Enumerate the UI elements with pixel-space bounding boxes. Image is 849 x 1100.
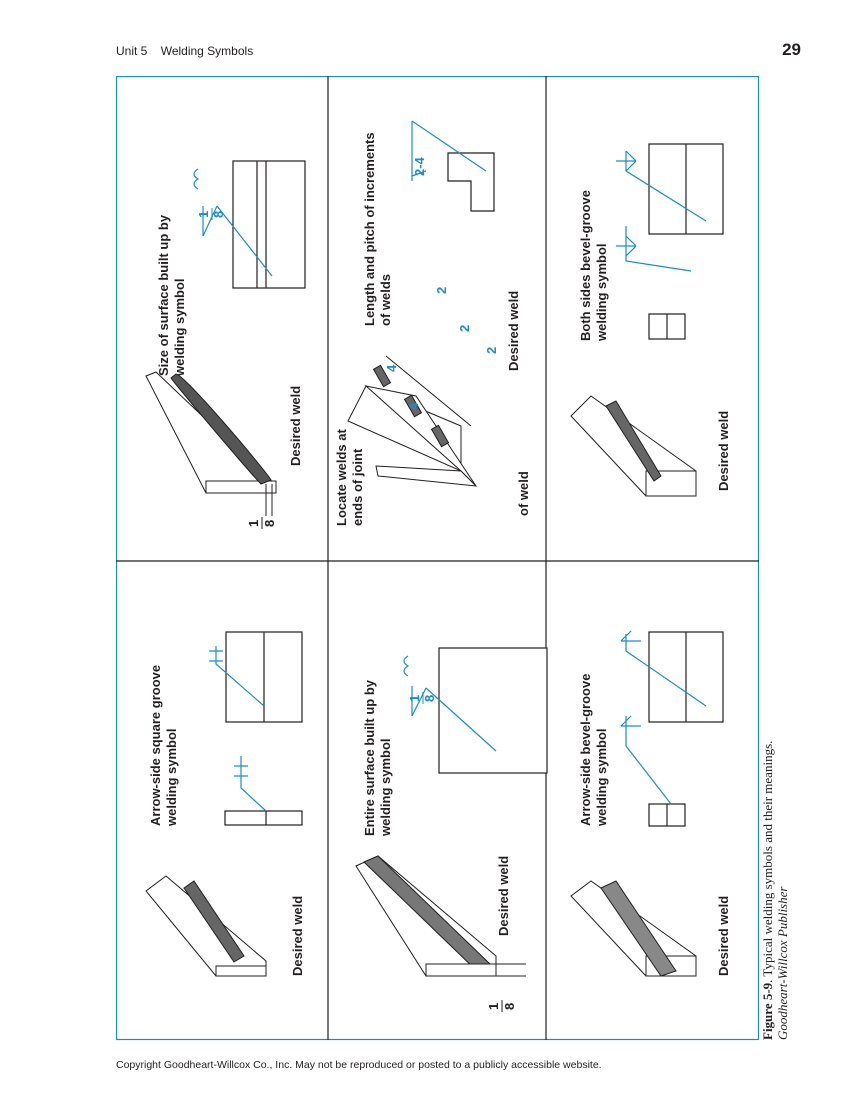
running-header (116, 44, 263, 58)
panel-entire-surface (356, 648, 547, 1012)
svg-text:8: 8 (262, 519, 277, 527)
surface-size-dimension (246, 517, 277, 529)
intermittent-title-2: of welds (378, 273, 393, 326)
bevel-groove-weld-block (571, 881, 696, 976)
svg-text:2: 2 (484, 346, 499, 354)
bevel-groove-desired: Desired weld (716, 895, 731, 976)
svg-text:1: 1 (407, 694, 422, 702)
surface-size-title-2: welding symbol (172, 278, 187, 376)
panel-both-bevel (571, 144, 731, 496)
both-bevel-desired: Desired weld (716, 410, 731, 491)
entire-surface-title-1: Entire surface built up by (362, 679, 377, 836)
entire-surface-dimension (486, 1000, 517, 1012)
both-bevel-title-2: welding symbol (594, 243, 609, 341)
surface-size-weld-block (146, 372, 276, 516)
intermittent-weld-block (348, 356, 476, 486)
surface-size-title-1: Size of surface built up by (156, 214, 171, 376)
figure-caption (760, 680, 790, 1040)
intermittent-symbol-label (412, 156, 427, 176)
intermittent-title-1: Length and pitch of increments (362, 132, 377, 326)
panel-square-groove (146, 632, 305, 976)
svg-text:8: 8 (502, 1002, 517, 1010)
intermittent-locate-2: ends of joint (350, 448, 365, 526)
figure-drawing (116, 76, 759, 1041)
svg-text:8: 8 (211, 210, 226, 218)
entire-surface-title-2: welding symbol (378, 738, 393, 836)
intermittent-desired: Desired weld (506, 290, 521, 371)
bevel-groove-title-2: welding symbol (594, 728, 609, 826)
square-groove-title-1: Arrow-side square groove (148, 664, 163, 826)
svg-text:4: 4 (384, 364, 399, 372)
copyright-footer: Copyright Goodheart-Willcox Co., Inc. May not be reproduced or posted to a publicly accessible website. (116, 1059, 602, 1071)
both-bevel-symbol-small (616, 226, 691, 339)
entire-surface-welding-symbol (404, 648, 547, 773)
entire-surface-desired: Desired weld (496, 855, 511, 936)
surface-size-desired: Desired weld (288, 385, 303, 466)
chapter-title: Welding Symbols (160, 44, 254, 58)
square-groove-symbol-large (209, 632, 302, 722)
bevel-groove-symbol-large (621, 631, 723, 722)
figure-credit: Goodheart-Willcox Publisher (775, 886, 790, 1040)
surface-size-welding-symbol (194, 161, 305, 288)
both-bevel-symbol-large (616, 144, 723, 234)
svg-text:2-4: 2-4 (412, 157, 427, 176)
unit-label: Unit 5 (116, 44, 148, 58)
figure-5-9 (116, 76, 759, 1041)
both-bevel-weld-block (571, 396, 696, 496)
square-groove-symbol-small (225, 756, 302, 825)
bevel-groove-title-1: Arrow-side bevel-groove (578, 673, 593, 826)
both-bevel-title-1: Both sides bevel-groove (578, 190, 593, 341)
intermittent-locate-1: Locate welds at (334, 429, 349, 526)
svg-text:2: 2 (457, 324, 472, 332)
svg-text:1: 1 (196, 210, 211, 218)
figure-number: Figure 5-9 (760, 982, 775, 1040)
svg-text:1: 1 (246, 519, 261, 527)
square-groove-desired: Desired weld (290, 895, 305, 976)
surface-size-symbol-dim (196, 208, 226, 220)
square-groove-weld-block (146, 876, 266, 976)
panel-bevel-groove (571, 631, 731, 976)
svg-text:2: 2 (434, 286, 449, 294)
figure-caption-text: . Typical welding symbols and their meanings. (760, 740, 775, 983)
square-groove-title-2: welding symbol (164, 728, 179, 826)
page-number: 29 (782, 40, 801, 59)
svg-text:1: 1 (486, 1002, 501, 1010)
intermittent-centerline: of weld (516, 471, 531, 516)
intermittent-dimensions (384, 287, 499, 410)
panel-surface-size (146, 161, 305, 529)
bevel-groove-symbol-small (621, 716, 685, 826)
svg-text:8: 8 (422, 694, 437, 702)
svg-text:4: 4 (406, 402, 421, 410)
panel-intermittent (334, 121, 531, 526)
